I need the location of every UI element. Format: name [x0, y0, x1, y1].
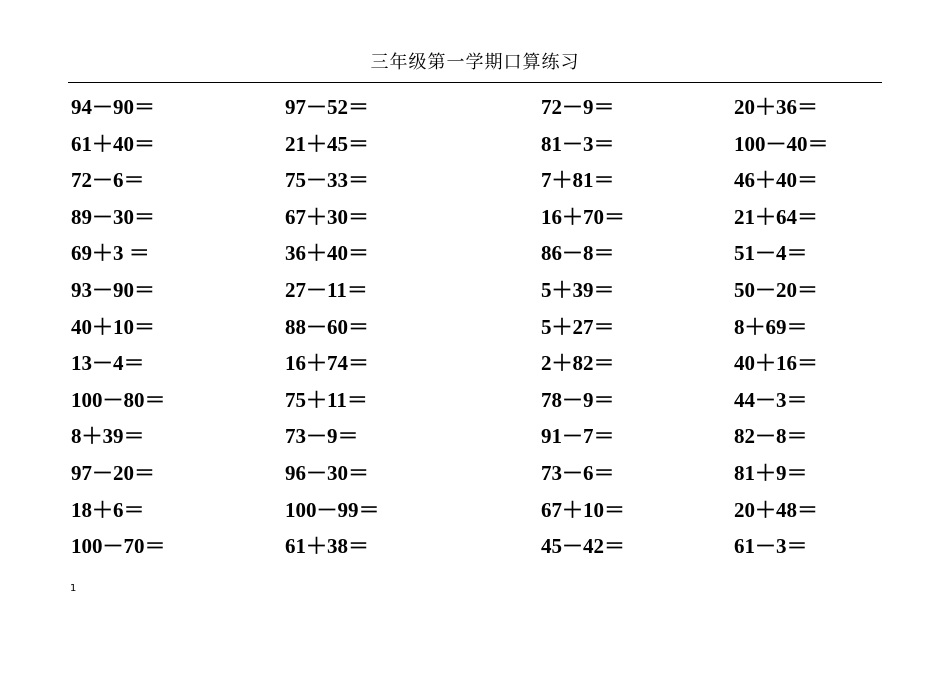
arithmetic-problem: 72－6＝: [71, 168, 145, 193]
arithmetic-problem: 67＋10＝: [541, 497, 625, 522]
problem-row: [71, 309, 882, 346]
arithmetic-problem: 51－4＝: [734, 241, 808, 266]
arithmetic-problem: 61＋40＝: [71, 131, 155, 156]
arithmetic-problem: 93－90＝: [71, 277, 155, 302]
problem-row: [71, 345, 882, 382]
arithmetic-problem: 8＋39＝: [71, 424, 145, 449]
arithmetic-problem: 100－99＝: [285, 497, 380, 522]
arithmetic-problem: 16＋74＝: [285, 351, 369, 376]
arithmetic-problem: 18＋6＝: [71, 497, 145, 522]
arithmetic-problem: 75＋11＝: [285, 387, 368, 412]
problem-grid: [71, 89, 882, 565]
arithmetic-problem: 75－33＝: [285, 168, 369, 193]
problem-row: [71, 382, 882, 419]
arithmetic-problem: 5＋27＝: [541, 314, 615, 339]
arithmetic-problem: 91－7＝: [541, 424, 615, 449]
problem-row: [71, 455, 882, 492]
arithmetic-problem: 94－90＝: [71, 95, 155, 119]
arithmetic-problem: 88－60＝: [285, 314, 369, 339]
page-title: 三年级第一学期口算练习: [370, 52, 580, 73]
problem-row: [71, 126, 882, 163]
arithmetic-problem: 27－11＝: [285, 277, 368, 302]
problem-row: [71, 272, 882, 309]
problem-row: [71, 89, 882, 126]
arithmetic-problem: 21＋64＝: [734, 204, 818, 229]
page-number: 1: [70, 583, 77, 594]
arithmetic-problem: 72－9＝: [541, 95, 615, 119]
arithmetic-problem: 73－9＝: [285, 424, 359, 449]
arithmetic-problem: 81＋9＝: [734, 460, 808, 485]
arithmetic-problem: 81－3＝: [541, 131, 615, 156]
problem-row: [71, 235, 882, 272]
arithmetic-problem: 100－80＝: [71, 387, 166, 412]
arithmetic-problem: 100－70＝: [71, 534, 166, 559]
arithmetic-problem: 44－3＝: [734, 387, 808, 412]
arithmetic-problem: 86－8＝: [541, 241, 615, 266]
arithmetic-problem: 89－30＝: [71, 204, 155, 229]
arithmetic-problem: 16＋70＝: [541, 204, 625, 229]
arithmetic-problem: 40＋10＝: [71, 314, 155, 339]
arithmetic-problem: 97－52＝: [285, 95, 369, 119]
problem-row: [71, 199, 882, 236]
arithmetic-problem: 36＋40＝: [285, 241, 369, 266]
arithmetic-problem: 46＋40＝: [734, 168, 818, 193]
arithmetic-problem: 50－20＝: [734, 277, 818, 302]
arithmetic-problem: 45－42＝: [541, 534, 625, 559]
arithmetic-problem: 7＋81＝: [541, 168, 615, 193]
arithmetic-problem: 20＋36＝: [734, 95, 818, 119]
problem-row: [71, 492, 882, 529]
arithmetic-problem: 2＋82＝: [541, 351, 615, 376]
arithmetic-problem: 20＋48＝: [734, 497, 818, 522]
arithmetic-problem: 96－30＝: [285, 460, 369, 485]
arithmetic-problem: 69＋3 ＝: [71, 241, 150, 266]
arithmetic-problem: 21＋45＝: [285, 131, 369, 156]
arithmetic-problem: 82－8＝: [734, 424, 808, 449]
page-header: [68, 50, 882, 83]
arithmetic-problem: 78－9＝: [541, 387, 615, 412]
arithmetic-problem: 61－3＝: [734, 534, 808, 559]
arithmetic-problem: 100－40＝: [734, 131, 829, 156]
arithmetic-problem: 8＋69＝: [734, 314, 808, 339]
arithmetic-problem: 13－4＝: [71, 351, 145, 376]
problem-row: [71, 162, 882, 199]
problem-row: [71, 528, 882, 565]
arithmetic-problem: 97－20＝: [71, 460, 155, 485]
problem-row: [71, 418, 882, 455]
arithmetic-problem: 67＋30＝: [285, 204, 369, 229]
arithmetic-problem: 5＋39＝: [541, 277, 615, 302]
arithmetic-problem: 73－6＝: [541, 460, 615, 485]
arithmetic-problem: 40＋16＝: [734, 351, 818, 376]
arithmetic-problem: 61＋38＝: [285, 534, 369, 559]
